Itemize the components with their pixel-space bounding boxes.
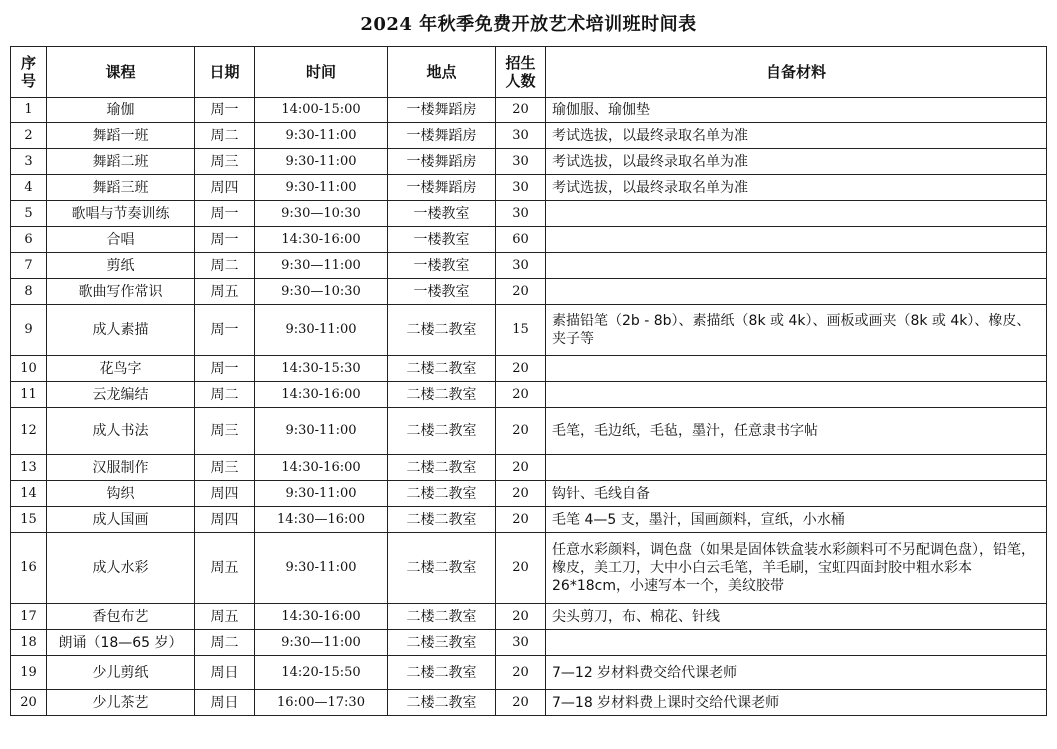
row-place: 一楼舞蹈房 [388, 98, 496, 123]
row-day: 周一 [195, 98, 255, 123]
row-day: 周二 [195, 123, 255, 149]
header-count: 招生人数 [496, 47, 546, 98]
row-materials: 7—12 岁材料费交给代课老师 [546, 656, 1047, 690]
header-time: 时间 [255, 47, 388, 98]
row-no: 8 [11, 279, 47, 305]
row-count: 30 [496, 253, 546, 279]
row-day: 周日 [195, 656, 255, 690]
header-no: 序号 [11, 47, 47, 98]
row-place: 二楼二教室 [388, 356, 496, 382]
row-day: 周五 [195, 604, 255, 630]
row-materials [546, 201, 1047, 227]
table-row [11, 123, 1047, 149]
table-row [11, 227, 1047, 253]
table-row [11, 98, 1047, 123]
table-row [11, 690, 1047, 716]
table-header-row [11, 47, 1047, 98]
row-no: 15 [11, 507, 47, 533]
row-materials [546, 279, 1047, 305]
table-row [11, 356, 1047, 382]
row-no: 10 [11, 356, 47, 382]
row-course: 少儿茶艺 [47, 690, 195, 716]
row-time: 9:30-11:00 [255, 149, 388, 175]
row-time: 14:30-16:00 [255, 227, 388, 253]
row-no: 20 [11, 690, 47, 716]
row-materials [546, 356, 1047, 382]
header-course: 课程 [47, 47, 195, 98]
row-count: 30 [496, 149, 546, 175]
row-time: 9:30—11:00 [255, 630, 388, 656]
row-time: 9:30-11:00 [255, 533, 388, 604]
row-day: 周四 [195, 175, 255, 201]
row-day: 周日 [195, 690, 255, 716]
row-course: 合唱 [47, 227, 195, 253]
row-course: 歌唱与节奏训练 [47, 201, 195, 227]
table-row [11, 408, 1047, 455]
row-course: 成人书法 [47, 408, 195, 455]
row-course: 歌曲写作常识 [47, 279, 195, 305]
row-time: 14:30—16:00 [255, 507, 388, 533]
row-count: 20 [496, 279, 546, 305]
row-course: 舞蹈二班 [47, 149, 195, 175]
row-place: 二楼二教室 [388, 533, 496, 604]
row-place: 一楼舞蹈房 [388, 175, 496, 201]
row-count: 60 [496, 227, 546, 253]
row-no: 4 [11, 175, 47, 201]
row-place: 一楼教室 [388, 201, 496, 227]
row-place: 一楼教室 [388, 227, 496, 253]
table-row [11, 175, 1047, 201]
table-row [11, 604, 1047, 630]
row-course: 香包布艺 [47, 604, 195, 630]
row-time: 14:30-16:00 [255, 382, 388, 408]
row-place: 二楼三教室 [388, 630, 496, 656]
row-place: 一楼舞蹈房 [388, 123, 496, 149]
row-count: 20 [496, 690, 546, 716]
row-place: 一楼舞蹈房 [388, 149, 496, 175]
row-course: 花鸟字 [47, 356, 195, 382]
row-place: 二楼二教室 [388, 690, 496, 716]
row-course: 舞蹈三班 [47, 175, 195, 201]
row-place: 二楼二教室 [388, 305, 496, 356]
row-time: 14:30-15:30 [255, 356, 388, 382]
row-place: 二楼二教室 [388, 408, 496, 455]
row-time: 9:30-11:00 [255, 123, 388, 149]
header-day: 日期 [195, 47, 255, 98]
row-no: 18 [11, 630, 47, 656]
row-course: 钩织 [47, 481, 195, 507]
table-row [11, 481, 1047, 507]
row-course: 瑜伽 [47, 98, 195, 123]
row-count: 20 [496, 408, 546, 455]
row-no: 13 [11, 455, 47, 481]
row-time: 9:30-11:00 [255, 175, 388, 201]
table-row [11, 201, 1047, 227]
row-count: 20 [496, 604, 546, 630]
row-time: 9:30—11:00 [255, 253, 388, 279]
row-materials: 7—18 岁材料费上课时交给代课老师 [546, 690, 1047, 716]
row-no: 11 [11, 382, 47, 408]
row-day: 周三 [195, 149, 255, 175]
row-place: 二楼二教室 [388, 604, 496, 630]
row-count: 20 [496, 382, 546, 408]
row-course: 云龙编结 [47, 382, 195, 408]
row-day: 周四 [195, 481, 255, 507]
row-count: 20 [496, 533, 546, 604]
row-count: 20 [496, 98, 546, 123]
row-time: 9:30-11:00 [255, 408, 388, 455]
header-materials: 自备材料 [546, 47, 1047, 98]
row-count: 20 [496, 507, 546, 533]
row-materials: 尖头剪刀，布、棉花、针线 [546, 604, 1047, 630]
table-row [11, 507, 1047, 533]
row-day: 周一 [195, 227, 255, 253]
row-time: 14:20-15:50 [255, 656, 388, 690]
table-row [11, 382, 1047, 408]
row-day: 周五 [195, 533, 255, 604]
table-row [11, 279, 1047, 305]
row-no: 9 [11, 305, 47, 356]
row-day: 周四 [195, 507, 255, 533]
row-count: 20 [496, 656, 546, 690]
table-row [11, 253, 1047, 279]
row-time: 14:30-16:00 [255, 604, 388, 630]
row-no: 3 [11, 149, 47, 175]
row-time: 9:30-11:00 [255, 305, 388, 356]
row-no: 14 [11, 481, 47, 507]
row-count: 20 [496, 356, 546, 382]
schedule-table [10, 46, 1047, 716]
row-time: 14:30-16:00 [255, 455, 388, 481]
row-course: 汉服制作 [47, 455, 195, 481]
row-place: 一楼教室 [388, 279, 496, 305]
row-time: 9:30—10:30 [255, 279, 388, 305]
row-course: 剪纸 [47, 253, 195, 279]
row-day: 周一 [195, 356, 255, 382]
row-no: 7 [11, 253, 47, 279]
row-materials: 钩针、毛线自备 [546, 481, 1047, 507]
row-time: 16:00—17:30 [255, 690, 388, 716]
row-course: 成人素描 [47, 305, 195, 356]
row-no: 17 [11, 604, 47, 630]
row-day: 周一 [195, 305, 255, 356]
table-row [11, 149, 1047, 175]
row-time: 9:30-11:00 [255, 481, 388, 507]
row-materials: 考试选拔，以最终录取名单为准 [546, 149, 1047, 175]
row-course: 成人国画 [47, 507, 195, 533]
table-row [11, 656, 1047, 690]
row-no: 2 [11, 123, 47, 149]
table-row [11, 305, 1047, 356]
row-course: 朗诵（18—65 岁） [47, 630, 195, 656]
page-title: 2024 年秋季免费开放艺术培训班时间表 [360, 14, 697, 35]
row-course: 舞蹈一班 [47, 123, 195, 149]
row-materials: 考试选拔，以最终录取名单为准 [546, 175, 1047, 201]
row-place: 二楼二教室 [388, 481, 496, 507]
row-place: 二楼二教室 [388, 507, 496, 533]
row-day: 周二 [195, 382, 255, 408]
row-place: 二楼二教室 [388, 455, 496, 481]
row-course: 少儿剪纸 [47, 656, 195, 690]
header-place: 地点 [388, 47, 496, 98]
table-row [11, 455, 1047, 481]
table-row [11, 533, 1047, 604]
row-materials [546, 630, 1047, 656]
row-count: 20 [496, 481, 546, 507]
row-no: 1 [11, 98, 47, 123]
row-count: 30 [496, 630, 546, 656]
row-day: 周五 [195, 279, 255, 305]
row-day: 周一 [195, 201, 255, 227]
row-time: 9:30—10:30 [255, 201, 388, 227]
row-no: 6 [11, 227, 47, 253]
row-materials [546, 227, 1047, 253]
row-course: 成人水彩 [47, 533, 195, 604]
row-materials: 瑜伽服、瑜伽垫 [546, 98, 1047, 123]
row-no: 16 [11, 533, 47, 604]
row-day: 周三 [195, 408, 255, 455]
row-day: 周二 [195, 253, 255, 279]
row-place: 二楼二教室 [388, 656, 496, 690]
row-materials [546, 455, 1047, 481]
table-row [11, 630, 1047, 656]
row-day: 周三 [195, 455, 255, 481]
row-no: 5 [11, 201, 47, 227]
row-materials: 任意水彩颜料，调色盘（如果是固体铁盒装水彩颜料可不另配调色盘），铅笔，橡皮，美工刀，大中小白云毛笔，羊毛刷，宝虹四面封胶中粗水彩本 26*18cm，小速写本一个，美纹胶带 [546, 533, 1047, 604]
row-count: 30 [496, 123, 546, 149]
row-count: 30 [496, 201, 546, 227]
row-count: 15 [496, 305, 546, 356]
row-no: 12 [11, 408, 47, 455]
row-materials: 考试选拔，以最终录取名单为准 [546, 123, 1047, 149]
row-materials [546, 382, 1047, 408]
row-count: 30 [496, 175, 546, 201]
row-place: 二楼二教室 [388, 382, 496, 408]
row-materials: 毛笔，毛边纸，毛毡，墨汁，任意隶书字帖 [546, 408, 1047, 455]
row-materials: 素描铅笔（2b - 8b）、素描纸（8k 或 4k）、画板或画夹（8k 或 4k）、橡皮、夹子等 [546, 305, 1047, 356]
row-day: 周二 [195, 630, 255, 656]
row-time: 14:00-15:00 [255, 98, 388, 123]
row-no: 19 [11, 656, 47, 690]
row-place: 一楼教室 [388, 253, 496, 279]
row-materials: 毛笔 4—5 支，墨汁，国画颜料，宣纸，小水桶 [546, 507, 1047, 533]
row-materials [546, 253, 1047, 279]
row-count: 20 [496, 455, 546, 481]
